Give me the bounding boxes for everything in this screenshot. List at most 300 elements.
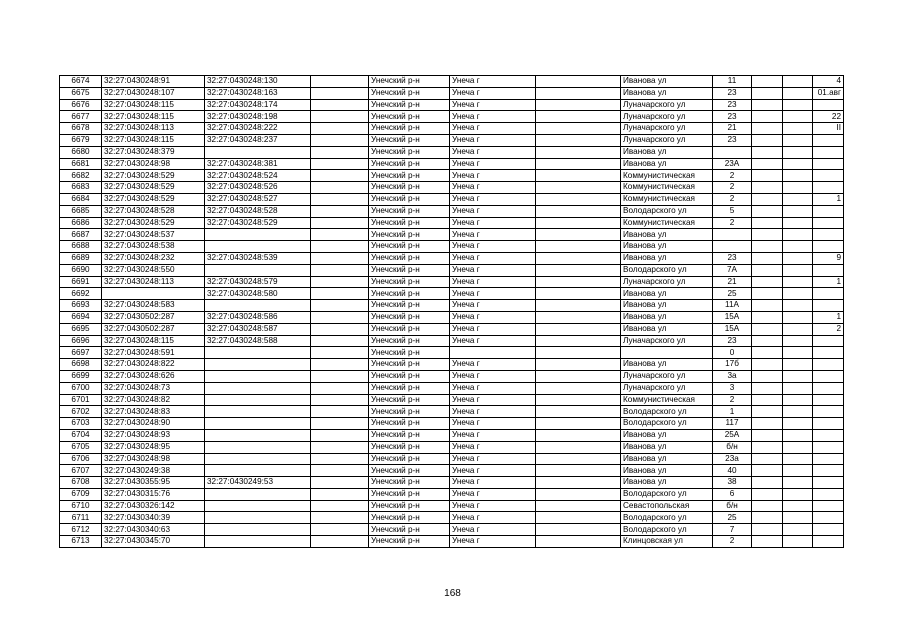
table-row (60, 158, 844, 170)
apartment-cell: 1 (813, 276, 844, 288)
empty-cell (311, 241, 369, 253)
street-cell: Володарского ул (621, 205, 713, 217)
table-row (60, 418, 844, 430)
row-number: 6694 (60, 311, 102, 323)
empty-cell-4 (783, 488, 813, 500)
table-row (60, 170, 844, 182)
district-cell: Унечский р-н (369, 311, 450, 323)
cadastral-number-2 (205, 418, 311, 430)
empty-cell (311, 382, 369, 394)
district-cell: Унечский р-н (369, 418, 450, 430)
empty-cell-4 (783, 134, 813, 146)
house-number-cell: 2 (713, 170, 752, 182)
cadastral-number-2: 32:27:0430248:528 (205, 205, 311, 217)
empty-cell-4 (783, 418, 813, 430)
row-number: 6705 (60, 441, 102, 453)
table-row (60, 182, 844, 194)
cadastral-number: 32:27:0430340:39 (102, 512, 205, 524)
street-cell: Иванова ул (621, 441, 713, 453)
cadastral-number: 32:27:0430248:95 (102, 441, 205, 453)
empty-cell-4 (783, 158, 813, 170)
empty-cell (311, 429, 369, 441)
empty-cell-3 (752, 217, 783, 229)
city-cell: Унеча г (450, 311, 536, 323)
street-cell: Володарского ул (621, 512, 713, 524)
row-number: 6701 (60, 394, 102, 406)
house-number-cell: 3 (713, 382, 752, 394)
house-number-cell: 23 (713, 335, 752, 347)
table-row (60, 488, 844, 500)
empty-cell-3 (752, 288, 783, 300)
apartment-cell (813, 182, 844, 194)
row-number: 6690 (60, 264, 102, 276)
empty-cell-3 (752, 394, 783, 406)
empty-cell-2 (536, 170, 621, 182)
empty-cell-3 (752, 418, 783, 430)
empty-cell-4 (783, 382, 813, 394)
cadastral-number-2 (205, 370, 311, 382)
district-cell: Унечский р-н (369, 252, 450, 264)
table-row (60, 524, 844, 536)
empty-cell-2 (536, 123, 621, 135)
empty-cell (311, 87, 369, 99)
cadastral-number: 32:27:0430248:90 (102, 418, 205, 430)
cadastral-number-2 (205, 453, 311, 465)
city-cell: Унеча г (450, 429, 536, 441)
street-cell: Иванова ул (621, 323, 713, 335)
cadastral-number: 32:27:0430248:115 (102, 335, 205, 347)
house-number-cell: 7 (713, 524, 752, 536)
empty-cell-2 (536, 429, 621, 441)
street-cell: Иванова ул (621, 429, 713, 441)
street-cell: Иванова ул (621, 158, 713, 170)
city-cell: Унеча г (450, 441, 536, 453)
row-number: 6678 (60, 123, 102, 135)
empty-cell-3 (752, 441, 783, 453)
district-cell: Унечский р-н (369, 465, 450, 477)
empty-cell-3 (752, 359, 783, 371)
cadastral-number-2 (205, 229, 311, 241)
cadastral-number-2: 32:27:0430248:539 (205, 252, 311, 264)
cadastral-number: 32:27:0430248:379 (102, 146, 205, 158)
empty-cell-2 (536, 524, 621, 536)
empty-cell-3 (752, 536, 783, 548)
apartment-cell (813, 441, 844, 453)
house-number-cell: 2 (713, 394, 752, 406)
empty-cell-4 (783, 193, 813, 205)
empty-cell (311, 252, 369, 264)
apartment-cell (813, 477, 844, 489)
row-number: 6683 (60, 182, 102, 194)
cadastral-number-2 (205, 465, 311, 477)
table-row (60, 500, 844, 512)
empty-cell-3 (752, 335, 783, 347)
house-number-cell: 6 (713, 488, 752, 500)
empty-cell (311, 488, 369, 500)
city-cell: Унеча г (450, 418, 536, 430)
empty-cell-4 (783, 441, 813, 453)
empty-cell (311, 158, 369, 170)
cadastral-number-2: 32:27:0430248:587 (205, 323, 311, 335)
table-row (60, 241, 844, 253)
row-number: 6688 (60, 241, 102, 253)
apartment-cell (813, 536, 844, 548)
city-cell: Унеча г (450, 370, 536, 382)
empty-cell-3 (752, 311, 783, 323)
empty-cell-4 (783, 123, 813, 135)
cadastral-number-2 (205, 512, 311, 524)
apartment-cell (813, 99, 844, 111)
row-number: 6689 (60, 252, 102, 264)
table-row (60, 406, 844, 418)
empty-cell-3 (752, 323, 783, 335)
row-number: 6713 (60, 536, 102, 548)
table-row (60, 276, 844, 288)
district-cell: Унечский р-н (369, 229, 450, 241)
cadastral-number: 32:27:0430249:38 (102, 465, 205, 477)
cadastral-number-2: 32:27:0430248:526 (205, 182, 311, 194)
cadastral-number-2 (205, 441, 311, 453)
house-number-cell (713, 229, 752, 241)
city-cell: Унеча г (450, 359, 536, 371)
empty-cell-4 (783, 111, 813, 123)
empty-cell-3 (752, 123, 783, 135)
house-number-cell: 23а (713, 453, 752, 465)
apartment-cell: 01.авг (813, 87, 844, 99)
table-row (60, 465, 844, 477)
district-cell: Унечский р-н (369, 123, 450, 135)
cadastral-number-2 (205, 264, 311, 276)
house-number-cell: 23 (713, 252, 752, 264)
row-number: 6693 (60, 300, 102, 312)
empty-cell (311, 406, 369, 418)
apartment-cell (813, 170, 844, 182)
cadastral-number-2 (205, 500, 311, 512)
city-cell: Унеча г (450, 99, 536, 111)
cadastral-number-2: 32:27:0430248:580 (205, 288, 311, 300)
empty-cell-4 (783, 252, 813, 264)
apartment-cell (813, 359, 844, 371)
apartment-cell (813, 394, 844, 406)
empty-cell-2 (536, 264, 621, 276)
table-row (60, 123, 844, 135)
street-cell: Луначарского ул (621, 335, 713, 347)
empty-cell-4 (783, 429, 813, 441)
cadastral-number-2: 32:27:0430248:527 (205, 193, 311, 205)
empty-cell-3 (752, 87, 783, 99)
empty-cell-4 (783, 205, 813, 217)
street-cell: Луначарского ул (621, 134, 713, 146)
district-cell: Унечский р-н (369, 170, 450, 182)
empty-cell (311, 276, 369, 288)
empty-cell (311, 193, 369, 205)
house-number-cell: б/н (713, 441, 752, 453)
cadastral-number: 32:27:0430248:107 (102, 87, 205, 99)
house-number-cell: 2 (713, 193, 752, 205)
row-number: 6674 (60, 76, 102, 88)
cadastral-number: 32:27:0430315:76 (102, 488, 205, 500)
cadastral-number: 32:27:0430248:529 (102, 170, 205, 182)
empty-cell (311, 264, 369, 276)
house-number-cell: 117 (713, 418, 752, 430)
table-row (60, 382, 844, 394)
district-cell: Унечский р-н (369, 182, 450, 194)
empty-cell (311, 300, 369, 312)
city-cell: Унеча г (450, 524, 536, 536)
row-number: 6686 (60, 217, 102, 229)
table-row (60, 252, 844, 264)
empty-cell (311, 465, 369, 477)
row-number: 6692 (60, 288, 102, 300)
apartment-cell (813, 335, 844, 347)
empty-cell-3 (752, 252, 783, 264)
empty-cell-2 (536, 76, 621, 88)
empty-cell (311, 205, 369, 217)
row-number: 6680 (60, 146, 102, 158)
apartment-cell (813, 453, 844, 465)
empty-cell-4 (783, 323, 813, 335)
street-cell: Иванова ул (621, 229, 713, 241)
apartment-cell (813, 500, 844, 512)
row-number: 6682 (60, 170, 102, 182)
district-cell: Унечский р-н (369, 76, 450, 88)
street-cell: Клинцовская ул (621, 536, 713, 548)
empty-cell-3 (752, 512, 783, 524)
apartment-cell (813, 418, 844, 430)
empty-cell-2 (536, 134, 621, 146)
table-row (60, 323, 844, 335)
empty-cell-2 (536, 323, 621, 335)
street-cell: Луначарского ул (621, 111, 713, 123)
empty-cell-3 (752, 205, 783, 217)
empty-cell-3 (752, 229, 783, 241)
empty-cell (311, 512, 369, 524)
empty-cell-2 (536, 217, 621, 229)
empty-cell-4 (783, 512, 813, 524)
row-number: 6704 (60, 429, 102, 441)
empty-cell (311, 288, 369, 300)
city-cell: Унеча г (450, 229, 536, 241)
apartment-cell: 22 (813, 111, 844, 123)
empty-cell (311, 370, 369, 382)
cadastral-number: 32:27:0430248:583 (102, 300, 205, 312)
empty-cell-4 (783, 465, 813, 477)
street-cell: Иванова ул (621, 300, 713, 312)
empty-cell-3 (752, 429, 783, 441)
empty-cell (311, 335, 369, 347)
empty-cell (311, 229, 369, 241)
table-row (60, 134, 844, 146)
row-number: 6698 (60, 359, 102, 371)
street-cell: Луначарского ул (621, 99, 713, 111)
apartment-cell (813, 158, 844, 170)
row-number: 6703 (60, 418, 102, 430)
apartment-cell: 4 (813, 76, 844, 88)
cadastral-number: 32:27:0430248:113 (102, 123, 205, 135)
empty-cell-2 (536, 512, 621, 524)
street-cell: Володарского ул (621, 406, 713, 418)
street-cell: Иванова ул (621, 252, 713, 264)
empty-cell-2 (536, 488, 621, 500)
cadastral-number: 32:27:0430248:73 (102, 382, 205, 394)
cadastral-number: 32:27:0430345:70 (102, 536, 205, 548)
empty-cell-4 (783, 300, 813, 312)
street-cell: Володарского ул (621, 488, 713, 500)
empty-cell-2 (536, 205, 621, 217)
empty-cell-3 (752, 488, 783, 500)
city-cell: Унеча г (450, 158, 536, 170)
empty-cell-4 (783, 170, 813, 182)
table-row (60, 335, 844, 347)
cadastral-number: 32:27:0430248:115 (102, 111, 205, 123)
empty-cell-4 (783, 264, 813, 276)
district-cell: Унечский р-н (369, 347, 450, 359)
district-cell: Унечский р-н (369, 276, 450, 288)
street-cell: Иванова ул (621, 87, 713, 99)
row-number: 6708 (60, 477, 102, 489)
cadastral-number-2 (205, 488, 311, 500)
table-row (60, 394, 844, 406)
cadastral-number: 32:27:0430248:626 (102, 370, 205, 382)
house-number-cell: 23 (713, 87, 752, 99)
district-cell: Унечский р-н (369, 500, 450, 512)
city-cell: Унеча г (450, 406, 536, 418)
street-cell: Иванова ул (621, 241, 713, 253)
house-number-cell: 25 (713, 512, 752, 524)
house-number-cell: 1 (713, 406, 752, 418)
empty-cell-4 (783, 477, 813, 489)
house-number-cell: 11 (713, 76, 752, 88)
apartment-cell (813, 288, 844, 300)
empty-cell-3 (752, 182, 783, 194)
cadastral-number-2: 32:27:0430248:579 (205, 276, 311, 288)
cadastral-number-2 (205, 300, 311, 312)
apartment-cell (813, 488, 844, 500)
street-cell: Иванова ул (621, 146, 713, 158)
empty-cell (311, 394, 369, 406)
empty-cell (311, 441, 369, 453)
row-number: 6700 (60, 382, 102, 394)
empty-cell-4 (783, 370, 813, 382)
district-cell: Унечский р-н (369, 134, 450, 146)
cadastral-number-2 (205, 536, 311, 548)
district-cell: Унечский р-н (369, 453, 450, 465)
empty-cell (311, 500, 369, 512)
apartment-cell (813, 264, 844, 276)
district-cell: Унечский р-н (369, 193, 450, 205)
empty-cell (311, 182, 369, 194)
street-cell: Коммунистическая (621, 182, 713, 194)
empty-cell-3 (752, 500, 783, 512)
empty-cell-4 (783, 394, 813, 406)
empty-cell-4 (783, 182, 813, 194)
city-cell: Унеча г (450, 146, 536, 158)
cadastral-number-2 (205, 524, 311, 536)
district-cell: Унечский р-н (369, 382, 450, 394)
street-cell: Иванова ул (621, 76, 713, 88)
street-cell: Володарского ул (621, 418, 713, 430)
street-cell: Володарского ул (621, 264, 713, 276)
empty-cell-2 (536, 382, 621, 394)
empty-cell-2 (536, 453, 621, 465)
empty-cell-3 (752, 300, 783, 312)
street-cell (621, 347, 713, 359)
apartment-cell (813, 229, 844, 241)
cadastral-number-2: 32:27:0430248:237 (205, 134, 311, 146)
table-row (60, 536, 844, 548)
city-cell: Унеча г (450, 288, 536, 300)
empty-cell (311, 170, 369, 182)
empty-cell-3 (752, 158, 783, 170)
district-cell: Унечский р-н (369, 370, 450, 382)
cadastral-number: 32:27:0430248:115 (102, 134, 205, 146)
house-number-cell: 23 (713, 99, 752, 111)
empty-cell (311, 76, 369, 88)
street-cell: Коммунистическая (621, 193, 713, 205)
district-cell: Унечский р-н (369, 288, 450, 300)
empty-cell (311, 123, 369, 135)
row-number: 6699 (60, 370, 102, 382)
street-cell: Луначарского ул (621, 276, 713, 288)
empty-cell-4 (783, 99, 813, 111)
street-cell: Луначарского ул (621, 370, 713, 382)
district-cell: Унечский р-н (369, 99, 450, 111)
district-cell: Унечский р-н (369, 536, 450, 548)
empty-cell-4 (783, 241, 813, 253)
cadastral-number: 32:27:0430248:91 (102, 76, 205, 88)
cadastral-number: 32:27:0430248:93 (102, 429, 205, 441)
house-number-cell: 7А (713, 264, 752, 276)
district-cell: Унечский р-н (369, 300, 450, 312)
empty-cell (311, 311, 369, 323)
empty-cell-4 (783, 347, 813, 359)
row-number: 6681 (60, 158, 102, 170)
empty-cell (311, 359, 369, 371)
cadastral-number-2: 32:27:0430248:381 (205, 158, 311, 170)
empty-cell-2 (536, 252, 621, 264)
table-row (60, 300, 844, 312)
city-cell: Унеча г (450, 87, 536, 99)
city-cell: Унеча г (450, 300, 536, 312)
cadastral-number-2 (205, 382, 311, 394)
table-row (60, 217, 844, 229)
apartment-cell (813, 465, 844, 477)
empty-cell-2 (536, 477, 621, 489)
table-row (60, 453, 844, 465)
table-row (60, 229, 844, 241)
empty-cell-2 (536, 418, 621, 430)
apartment-cell (813, 429, 844, 441)
table-row (60, 99, 844, 111)
house-number-cell: 15А (713, 323, 752, 335)
city-cell: Унеча г (450, 182, 536, 194)
cadastral-number: 32:27:0430248:528 (102, 205, 205, 217)
house-number-cell: 11А (713, 300, 752, 312)
cadastral-number: 32:27:0430248:591 (102, 347, 205, 359)
apartment-cell (813, 241, 844, 253)
district-cell: Унечский р-н (369, 488, 450, 500)
district-cell: Унечский р-н (369, 323, 450, 335)
house-number-cell: 2 (713, 182, 752, 194)
row-number: 6709 (60, 488, 102, 500)
table-row (60, 205, 844, 217)
street-cell: Иванова ул (621, 359, 713, 371)
cadastral-number-2: 32:27:0430248:163 (205, 87, 311, 99)
row-number: 6676 (60, 99, 102, 111)
cadastral-number (102, 288, 205, 300)
street-cell: Иванова ул (621, 477, 713, 489)
row-number: 6677 (60, 111, 102, 123)
